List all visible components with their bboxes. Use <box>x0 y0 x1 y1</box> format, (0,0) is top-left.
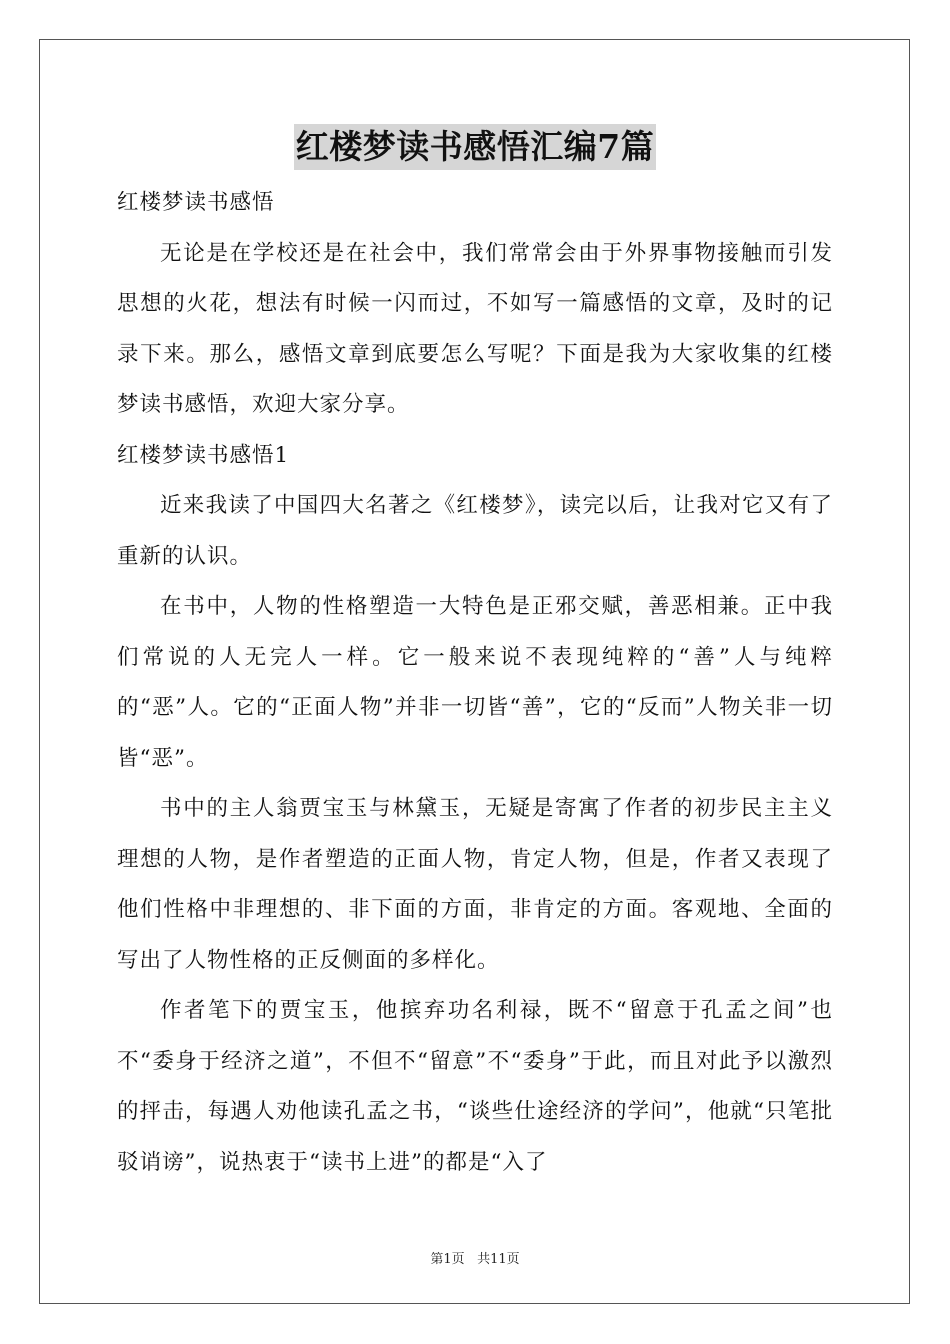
section-heading: 红楼梦读书感悟1 <box>117 442 290 468</box>
section-heading: 红楼梦读书感悟 <box>117 190 275 215</box>
paragraph: 在书中，人物的性格塑造一大特色是正邪交赋，善恶相兼。正中我们常说的人无完人一样。它一般来说不表现纯粹的“善”人与纯粹的“恶”人。它的“正面人物”并非一切皆“善”，它的“反而”人物关非一切皆“恶”。 <box>117 594 833 771</box>
paragraph: 作者笔下的贾宝玉，他摈弃功名利禄，既不“留意于孔孟之间”也不“委身于经济之道”，不但不“留意”不“委身”于此，而且对此予以激烈的抨击，每遇人劝他读孔孟之书，“谈些仕途经济的学问”，他就“只笔批驳诮谤”，说热衷于“读书上进”的都是“入了 <box>117 998 833 1175</box>
page-number: 第1页 <box>430 1252 465 1267</box>
page-footer <box>0 1248 950 1267</box>
page-total: 共11页 <box>477 1252 520 1267</box>
paragraph: 无论是在学校还是在社会中，我们常常会由于外界事物接触而引发思想的火花，想法有时候一闪而过，不如写一篇感悟的文章，及时的记录下来。那么，感悟文章到底要怎么写呢？下面是我为大家收集的红楼梦读书感悟，欢迎大家分享。 <box>117 240 833 417</box>
paragraph: 书中的主人翁贾宝玉与林黛玉，无疑是寄寓了作者的初步民主主义理想的人物，是作者塑造的正面人物，肯定人物，但是，作者又表现了他们性格中非理想的、非下面的方面，非肯定的方面。客观地、全面的写出了人物性格的正反侧面的多样化。 <box>117 796 833 973</box>
document-title <box>0 124 950 170</box>
paragraph: 近来我读了中国四大名著之《红楼梦》，读完以后，让我对它又有了重新的认识。 <box>117 493 833 569</box>
document-title-text: 红楼梦读书感悟汇编7篇 <box>294 124 656 170</box>
document-body <box>117 178 833 1188</box>
